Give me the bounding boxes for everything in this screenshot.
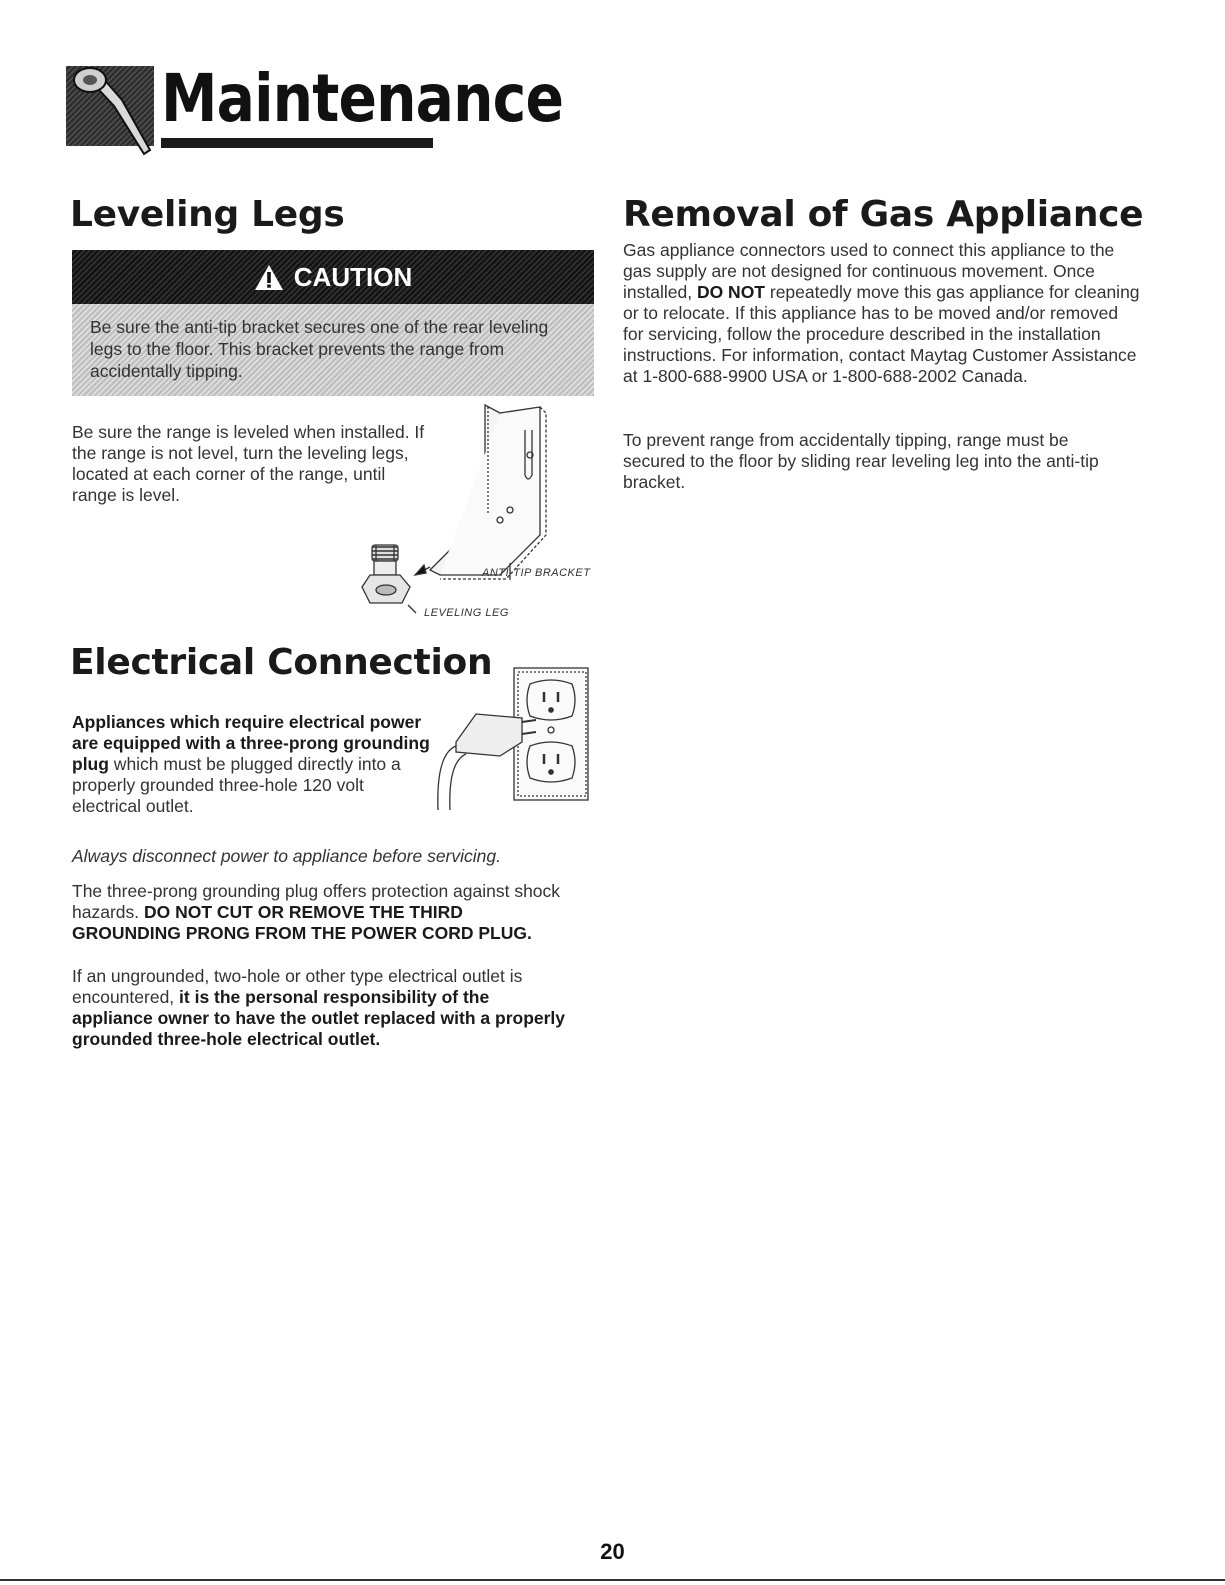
caution-text: Be sure the anti-tip bracket secures one of the rear leveling legs to the floor. This bracket prevents the range from accidentally tipping.	[90, 317, 549, 381]
gas-removal-paragraph-1: Gas appliance connectors used to connect this appliance to the gas supply are not designed for continuous movement. Once installed, DO NOT repeatedly move this gas appliance for cleaning or to relocate. If this appliance has to be moved and/or removed for servicing, follow the procedure described in the installation instructions. For information, contact Maytag Customer Assistance at 1-800-688-9900 USA or 1-800-688-2002 Canada.	[623, 240, 1140, 386]
grounding-plug-statement: Appliances which require electrical power are equipped with a three-prong grounding plug	[72, 712, 430, 774]
leveling-leg-label: LEVELING LEG	[424, 607, 509, 619]
owner-responsibility-statement: it is the personal responsibility of the appliance owner to have the outlet replaced with a properly grounded three-hole electrical outlet.	[72, 987, 566, 1049]
outlet-plug-illustration	[436, 662, 594, 810]
page-title: Maintenance	[161, 60, 564, 137]
gas-removal-heading: Removal of Gas Appliance	[623, 194, 1144, 235]
anti-tip-bracket-illustration	[360, 395, 570, 630]
electrical-connection-heading: Electrical Connection	[70, 642, 493, 683]
grounding-prong-warning: DO NOT CUT OR REMOVE THE THIRD GROUNDING PRONG FROM THE POWER CORD PLUG.	[72, 902, 532, 943]
anti-tip-bracket-label: ANTI-TIP BRACKET	[482, 567, 591, 579]
bottom-rule	[0, 1579, 1225, 1581]
title-underline	[161, 138, 433, 148]
page-number: 20	[600, 1539, 625, 1564]
caution-label: CAUTION	[293, 261, 413, 292]
leveling-legs-heading: Leveling Legs	[70, 194, 345, 235]
caution-header	[72, 250, 594, 304]
gas-removal-paragraph-2: To prevent range from accidentally tipping, range must be secured to the floor by sliding rear leveling leg into the anti-tip bracket.	[623, 430, 1099, 492]
electrical-paragraph-4: If an ungrounded, two-hole or other type electrical outlet is encountered, it is the personal responsibility of the appliance owner to have the outlet replaced with a properly grounded three-hole electrical outlet.	[72, 966, 566, 1049]
wrench-icon	[66, 66, 154, 158]
do-not-warning: DO NOT	[696, 282, 765, 302]
warning-triangle-icon	[254, 264, 284, 291]
disconnect-warning: Always disconnect power to appliance before servicing.	[72, 846, 501, 866]
electrical-paragraph-3: The three-prong grounding plug offers protection against shock hazards. DO NOT CUT OR REMOVE THE THIRD GROUNDING PRONG FROM THE POWER CORD PLUG.	[72, 881, 561, 943]
electrical-paragraph-1: Appliances which require electrical power are equipped with a three-prong grounding plug which must be plugged directly into a properly grounded three-hole 120 volt electrical outlet.	[72, 712, 430, 816]
caution-message-box	[72, 304, 594, 396]
leveling-legs-body: Be sure the range is leveled when installed. If the range is not level, turn the leveling legs, located at each corner of the range, until range is level.	[72, 422, 425, 505]
